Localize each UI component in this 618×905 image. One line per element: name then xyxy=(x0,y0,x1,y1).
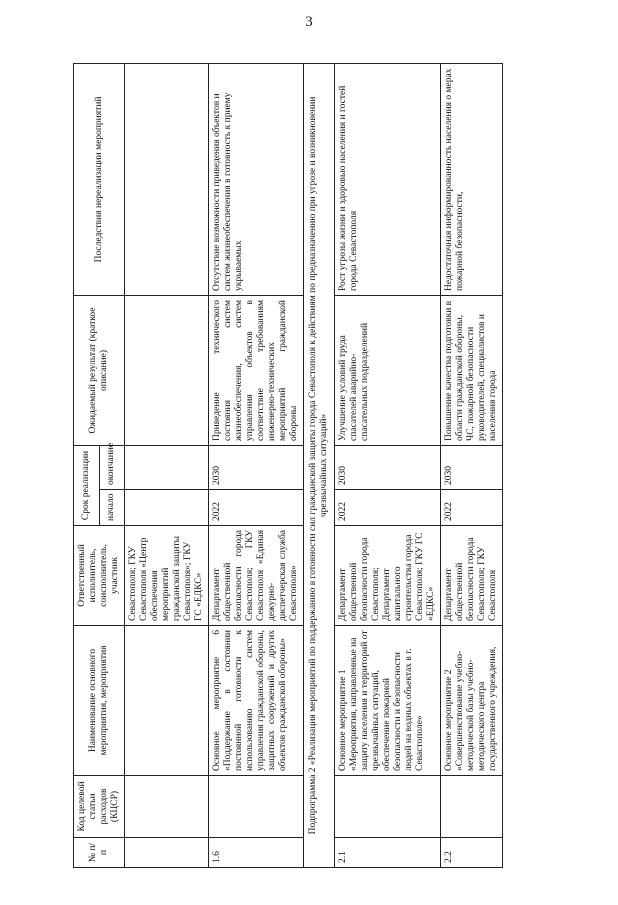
cell-result: Приведение технического состояния систем жизнеобеспечения, систем управления объектов в соответствие требованиям инженерно-технических мероприятий гражданской обороны xyxy=(209,295,304,445)
cell-start: 2022 xyxy=(441,490,503,526)
cell-kcsr xyxy=(125,776,209,838)
cell-consequences: Рост угрозы жизни и здоровью населения и гостей города Севастополя xyxy=(335,63,441,295)
page-number: 3 xyxy=(305,14,313,30)
cell-name xyxy=(125,626,209,776)
cell-consequences: Отсутствие возможности приведения объектов и систем жизнеобеспечения в готовность к приему укрываемых xyxy=(209,63,304,295)
header-name: Наименование основного мероприятия, мероприятия xyxy=(74,626,125,776)
cell-result: Повышение качества подготовки в области гражданской обороны, ЧС, пожарной безопасности руководителей, специалистов и населения города xyxy=(441,295,503,445)
cell-name: Основное мероприятие 1 «Мероприятия, направленные на защиту населения и территорий от чрезвычайных ситуаций, обеспечение пожарной безопасности и безопасности людей на водных объектах в г. Севастополе» xyxy=(335,626,441,776)
cell-consequences xyxy=(125,63,209,295)
header-kcsr: Код целевой статьи расходов (КЦСР) xyxy=(74,776,125,838)
cell-num: 1.6 xyxy=(209,838,304,868)
header-num: № п/п xyxy=(74,838,125,868)
cell-end: 2030 xyxy=(335,445,441,489)
cell-responsible: Департамент общественной безопасности города Севастополя; ГКУ Севастополя «Единая дежурно-диспетчерская служба Севастополя» xyxy=(209,526,304,626)
cell-num xyxy=(125,838,209,868)
cell-end: 2030 xyxy=(209,445,304,489)
cell-kcsr xyxy=(209,776,304,838)
cell-start: 2022 xyxy=(335,490,441,526)
cell-start: 2022 xyxy=(209,490,304,526)
cell-responsible: Департамент общественной безопасности города Севастополя; ГКУ Севастополя xyxy=(441,526,503,626)
subprogram-row xyxy=(304,63,335,867)
table-row xyxy=(441,63,503,867)
header-term: Срок реализации xyxy=(74,445,100,525)
subprogram-title: Подпрограмма 2 «Реализация мероприятий по поддержанию в готовности сил гражданской защиты города Севастополя к действиям по предназначению при угрозе и возникновении чрезвычайных ситуаций» xyxy=(304,63,335,867)
header-end: окончание xyxy=(99,445,125,489)
cell-result: Улучшение условий труда спасателей аварийно-спасательных подразделений xyxy=(335,295,441,445)
measures-table xyxy=(73,63,503,868)
rotated-table-container xyxy=(73,64,560,868)
cell-num: 2.2 xyxy=(441,838,503,868)
cell-consequences: Недостаточная информированность населения о мерах пожарной безопасности, xyxy=(441,63,503,295)
header-result: Ожидаемый результат (краткое описание) xyxy=(74,295,125,445)
cell-responsible: Департамент общественной безопасности города Севастополя; Департамент капитального строительства города Севастополя; ГКУ ГС «ЕДКС» xyxy=(335,526,441,626)
cell-result xyxy=(125,295,209,445)
cell-end xyxy=(125,445,209,489)
cell-responsible: Севастополя; ГКУ Севастополя «Центр обеспечения мероприятий гражданской защиты Севастополя»; ГКУ ГС «ЕДКС» xyxy=(125,526,209,626)
table-row xyxy=(335,63,441,867)
cell-kcsr xyxy=(335,776,441,838)
table-row xyxy=(209,63,304,867)
cell-name: Основное мероприятие 6 «Поддержание в состоянии постоянной готовности к использованию систем управления гражданской обороны, защитных сооружений и других объектов гражданской обороны» xyxy=(209,626,304,776)
header-consequences: Последствия нереализации мероприятий xyxy=(74,63,125,295)
cell-end: 2030 xyxy=(441,445,503,489)
table-row xyxy=(125,63,209,867)
header-start: начало xyxy=(99,490,125,526)
cell-kcsr xyxy=(441,776,503,838)
cell-name: Основное мероприятие 2 «Совершенствование учебно-методической базы учебно-методического центра государственного учреждения, xyxy=(441,626,503,776)
header-responsible: Ответственный исполнитель, соисполнитель, участник xyxy=(74,526,125,626)
cell-num: 2.1 xyxy=(335,838,441,868)
cell-start xyxy=(125,490,209,526)
